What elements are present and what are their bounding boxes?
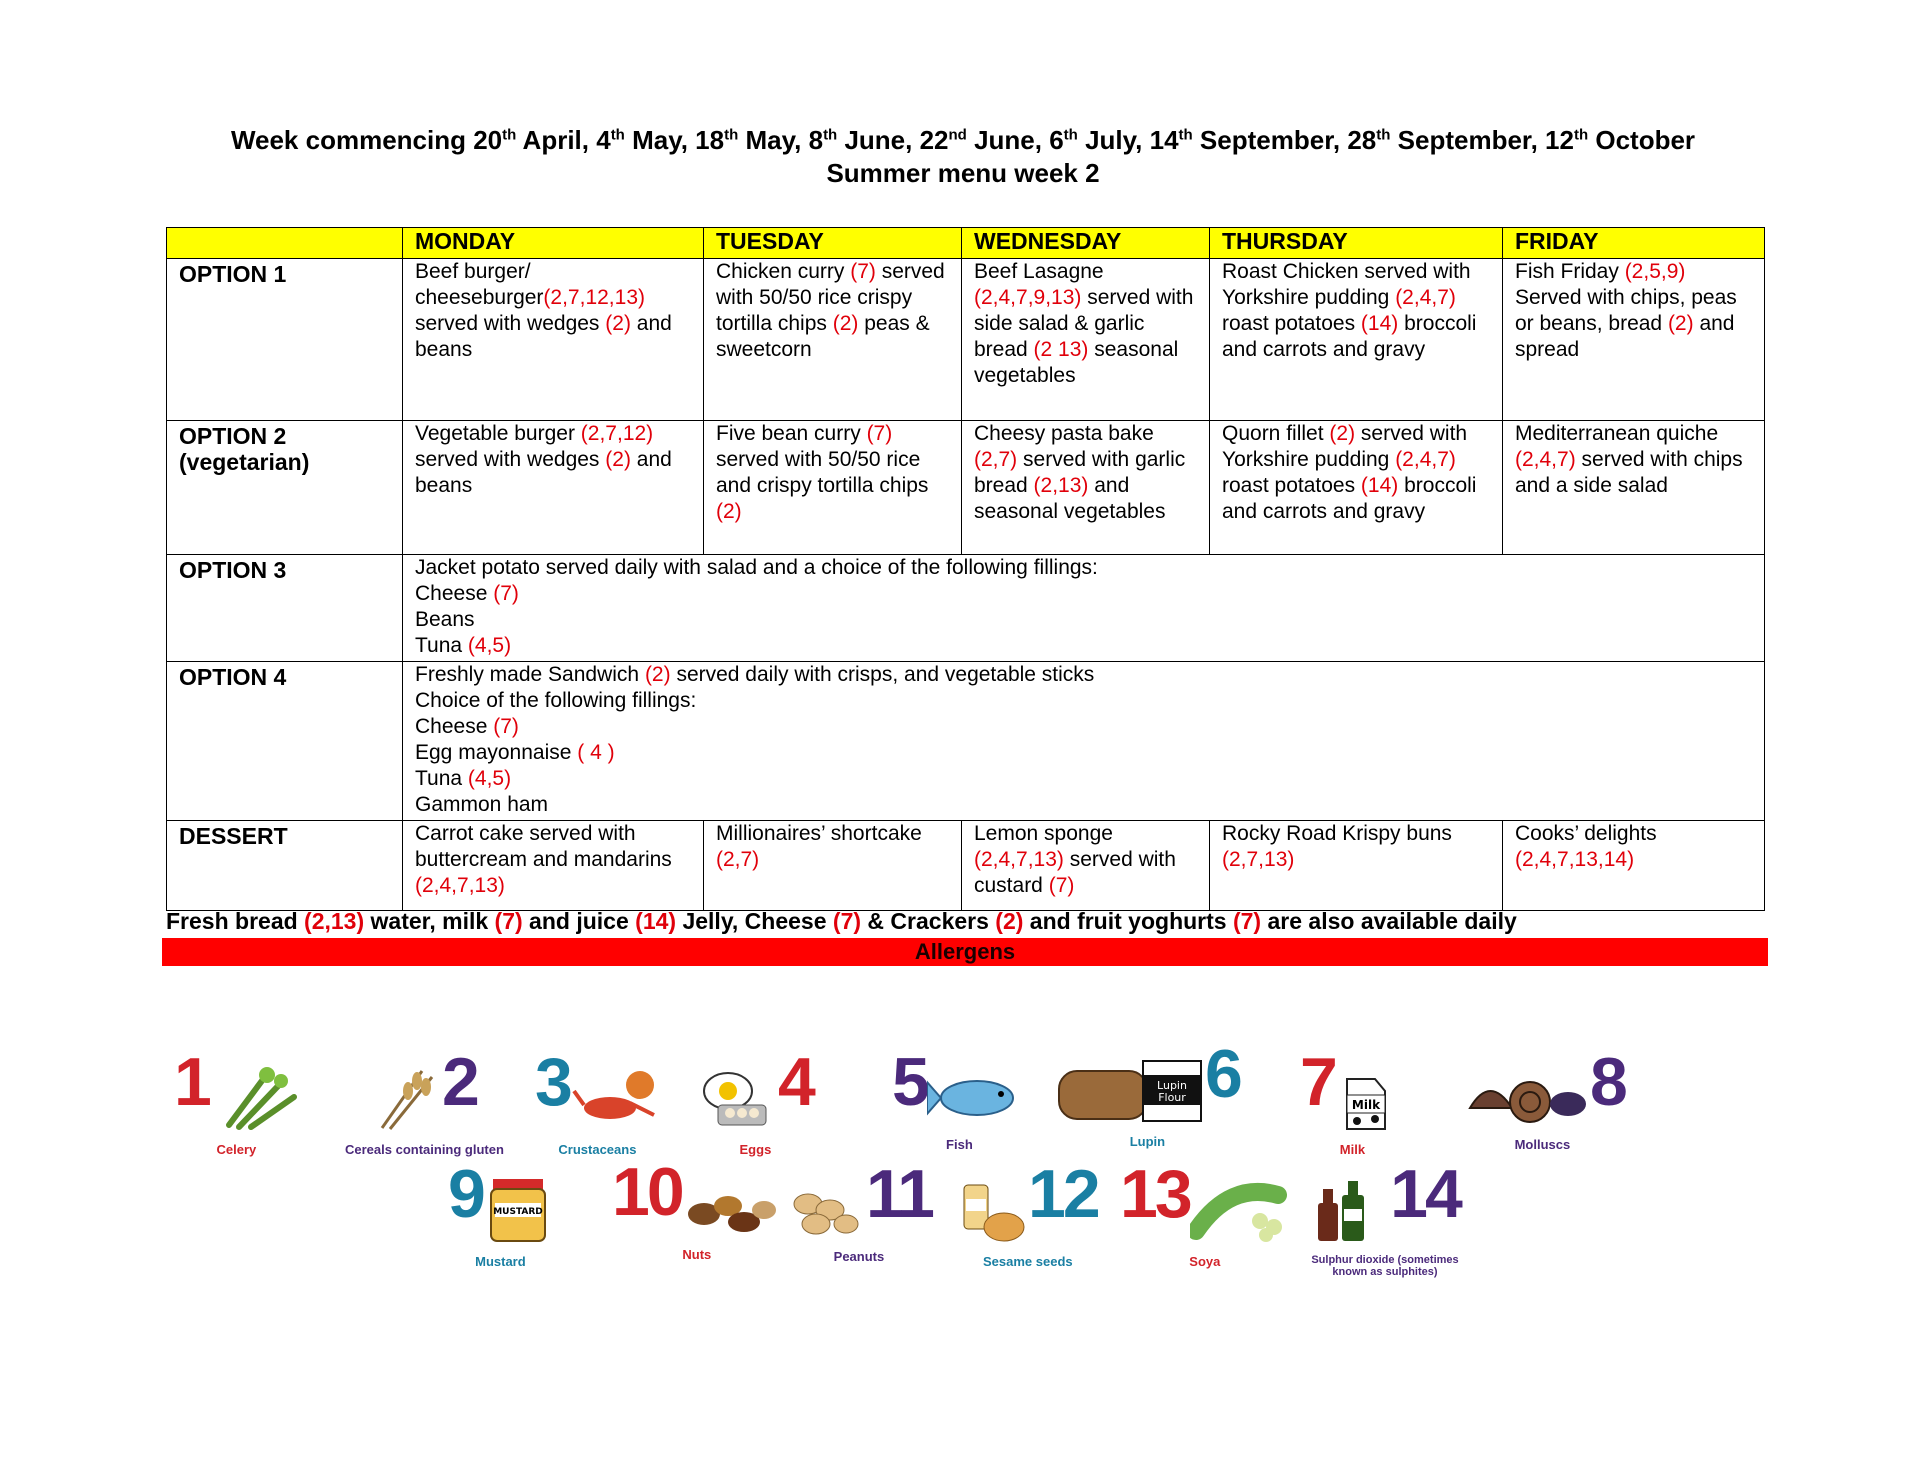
menu-cell (403, 421, 704, 555)
dish-text: Carrot cake served with buttercream and mandarins (415, 822, 672, 871)
dish-text: served with 50/50 rice and crispy tortilla chips (716, 448, 929, 497)
allergen-label: Molluscs (1514, 1137, 1571, 1153)
eggs-icon (698, 1063, 778, 1138)
dish-text: Quorn fillet (1222, 422, 1330, 445)
dish-text: & Crackers (861, 908, 996, 934)
filling-name: Gammon ham (415, 793, 549, 816)
allergen-codes: (2,7) (716, 848, 760, 871)
menu-cell (1210, 821, 1503, 911)
dish-text: Chicken curry (716, 260, 851, 283)
allergen-item (535, 1044, 660, 1158)
menu-cell (704, 259, 962, 421)
dish-text: Cooks’ delights (1515, 822, 1657, 845)
dish-text: Mediterranean quiche (1515, 422, 1719, 445)
allergen-number: 5 (892, 1044, 927, 1120)
filling-name: Cheese (415, 715, 494, 738)
dish-text: Jelly, Cheese (676, 908, 833, 934)
allergen-label: Celery (216, 1142, 257, 1158)
allergen-codes: (2,7,13) (1222, 848, 1295, 871)
intro-text: Freshly made Sandwich (415, 663, 645, 686)
option-3-row (167, 555, 1765, 662)
allergen-codes: (2) (995, 908, 1024, 934)
allergen-item (612, 1154, 782, 1263)
heading-text: September, 12 (1390, 125, 1574, 155)
dish-text: Fish Friday (1515, 260, 1625, 283)
allergen-label: Eggs (739, 1142, 772, 1158)
dish-text: served with custard (974, 848, 1176, 897)
menu-cell (962, 421, 1210, 555)
menu-cell (962, 259, 1210, 421)
allergen-codes: (7) (866, 422, 893, 445)
menu-title: Summer menu week 2 (826, 158, 1100, 188)
allergen-number: 1 (174, 1044, 209, 1120)
dish-text: and beans (415, 312, 672, 361)
dessert-row (167, 821, 1765, 911)
filling-item (415, 581, 1753, 607)
heading-text: May, 18 (624, 125, 725, 155)
dish-text: Lemon sponge (974, 822, 1113, 845)
allergen-codes: (2) (1667, 312, 1694, 335)
dish-text: served with garlic bread (974, 448, 1186, 497)
menu-cell (1503, 259, 1765, 421)
allergen-codes: (2) (832, 312, 859, 335)
allergen-label: Nuts (682, 1247, 712, 1263)
dish-text: and beans (415, 448, 672, 497)
heading-text: May, 8 (738, 125, 824, 155)
allergen-item (448, 1156, 553, 1270)
option-intro (415, 662, 1753, 688)
filling-item (415, 633, 1753, 659)
mustard-icon (483, 1175, 553, 1250)
allergen-label: Cereals containing gluten (345, 1142, 504, 1158)
dish-text: Fresh bread (166, 908, 305, 934)
dish-text: Millionaires’ shortcake (716, 822, 922, 845)
menu-cell (403, 259, 704, 421)
allergen-codes: (2) (1329, 422, 1356, 445)
shells-icon (1460, 1068, 1590, 1133)
allergen-codes: (2) (605, 312, 631, 335)
allergen-number: 2 (442, 1044, 477, 1120)
dish-text: peas & sweetcorn (716, 312, 930, 361)
day-header: MONDAY (403, 228, 704, 259)
allergen-codes: (2) (644, 663, 671, 686)
soya-icon (1190, 1175, 1290, 1250)
allergen-codes: (14) (635, 908, 677, 934)
svg-text:Lupin: Lupin (1157, 1079, 1187, 1093)
allergen-number: 3 (535, 1044, 570, 1120)
menu-cell (403, 821, 704, 911)
daily-extras-line (166, 908, 1766, 935)
day-header-row (167, 228, 1765, 259)
option-label: OPTION 3 (167, 555, 403, 662)
allergen-number: 6 (1205, 1036, 1240, 1112)
menu-table (166, 227, 1765, 911)
allergen-codes: (2,4,7,13) (974, 848, 1064, 871)
dish-text: Cheesy pasta bake (974, 422, 1154, 445)
filling-item (415, 607, 1753, 633)
filling-item (415, 714, 1753, 740)
filling-item (415, 792, 1753, 818)
dish-text: served with chips and a side salad (1515, 448, 1743, 497)
ordinal-suffix: th (1376, 126, 1391, 144)
allergen-label: Sulphur dioxide (sometimes known as sulphites) (1311, 1254, 1459, 1279)
dish-text: Served with chips, peas or beans, bread (1515, 286, 1737, 335)
allergen-codes: (2,13) (304, 908, 365, 934)
menu-cell (1503, 821, 1765, 911)
allergen-label: Soya (1189, 1254, 1221, 1270)
option-4-cell (403, 662, 1765, 821)
menu-cell (704, 421, 962, 555)
allergen-item (1460, 1044, 1625, 1153)
option-label: DESSERT (167, 821, 403, 911)
allergen-codes: (2,7,12,13) (543, 286, 645, 309)
heading-text: July, 14 (1077, 125, 1179, 155)
sesame-icon (958, 1175, 1028, 1250)
dish-text: Beef Lasagne (974, 260, 1104, 283)
allergen-codes: (2,4,7,13,14) (1515, 848, 1635, 871)
option-3-cell (403, 555, 1765, 662)
intro-text: served daily with crisps, and vegetable sticks (670, 663, 1095, 686)
allergen-number: 14 (1390, 1156, 1460, 1232)
allergen-codes: (7) (493, 715, 519, 738)
ordinal-suffix: th (1573, 126, 1589, 144)
option-1-row (167, 259, 1765, 421)
option-4-row (167, 662, 1765, 821)
dish-text: roast potatoes (1222, 474, 1361, 497)
allergen-item (1295, 1156, 1475, 1279)
dish-text: roast potatoes (1222, 312, 1361, 335)
menu-cell (962, 821, 1210, 911)
ordinal-suffix: th (502, 126, 517, 144)
dish-text: and seasonal vegetables (974, 474, 1166, 523)
dish-text: served with wedges (415, 312, 606, 335)
dish-text: Roast Chicken served with Yorkshire pudding (1222, 260, 1471, 309)
filling-name: Tuna (415, 767, 468, 790)
allergen-label: Fish (946, 1137, 973, 1153)
dish-text: water, milk (364, 908, 495, 934)
allergen-label: Crustaceans (558, 1142, 637, 1158)
heading-text: April, 4 (516, 125, 611, 155)
allergen-number: 9 (448, 1156, 483, 1232)
menu-cell (1503, 421, 1765, 555)
allergen-label: Lupin (1129, 1134, 1166, 1150)
allergen-number: 12 (1028, 1156, 1098, 1232)
dish-text: Vegetable burger (415, 422, 581, 445)
header-blank (167, 228, 403, 259)
dish-text: broccoli and carrots and gravy (1222, 474, 1477, 523)
dish-text: served with wedges (415, 448, 606, 471)
allergen-codes: (2) (716, 500, 742, 523)
allergen-codes: (4,5) (467, 634, 512, 657)
peanuts-icon (786, 1180, 866, 1245)
allergen-number: 4 (778, 1044, 813, 1120)
dish-text: served with 50/50 rice crispy tortilla chips (716, 260, 945, 335)
allergen-number: 13 (1120, 1156, 1190, 1232)
allergens-banner: Allergens (162, 938, 1768, 966)
option-label-line: (vegetarian) (179, 449, 310, 475)
dish-text: are also available daily (1261, 908, 1517, 934)
allergen-item (892, 1044, 1027, 1153)
heading-text: Week commencing 20 (230, 125, 503, 155)
dish-text: seasonal vegetables (974, 338, 1179, 387)
allergen-codes: (14) (1360, 312, 1399, 335)
menu-cell (704, 821, 962, 911)
allergen-item (1300, 1044, 1405, 1158)
option-intro: Jacket potato served daily with salad and a choice of the following fillings: (415, 556, 1098, 579)
dish-text: and juice (522, 908, 636, 934)
ordinal-suffix: th (1178, 126, 1193, 144)
day-header: TUESDAY (704, 228, 962, 259)
filling-item (415, 740, 1753, 766)
svg-text:Flour: Flour (1158, 1091, 1186, 1105)
allergen-label: Milk (1339, 1142, 1366, 1158)
allergen-label: Sesame seeds (983, 1254, 1073, 1270)
heading-text: June, 22 (837, 125, 949, 155)
allergen-number: 8 (1590, 1044, 1625, 1120)
dish-text: served with side salad & garlic bread (974, 286, 1194, 361)
allergen-codes: (2,4,7,13) (415, 874, 505, 897)
dish-text: broccoli and carrots and gravy (1222, 312, 1477, 361)
allergen-codes: (7) (832, 908, 862, 934)
filling-name: Cheese (415, 582, 494, 605)
allergen-codes: (7) (494, 908, 523, 934)
allergen-codes: (7) (1048, 874, 1075, 897)
wheat-icon (372, 1063, 442, 1138)
filling-name: Beans (415, 608, 475, 631)
svg-text:MUSTARD: MUSTARD (493, 1207, 543, 1218)
lobster-icon (570, 1063, 660, 1138)
menu-heading (160, 124, 1766, 190)
allergen-codes: (2,5,9) (1624, 260, 1686, 283)
allergen-label: Mustard (475, 1254, 526, 1270)
allergen-codes: (4,5) (467, 767, 512, 790)
celery-icon (209, 1063, 299, 1138)
allergen-codes: (2,4,7) (1395, 286, 1456, 309)
filling-item (415, 766, 1753, 792)
day-header: WEDNESDAY (962, 228, 1210, 259)
dish-text: Beef burger/ cheeseburger (415, 260, 544, 309)
allergen-codes: (2 13) (1033, 338, 1089, 361)
option-2-row (167, 421, 1765, 555)
fish-icon (927, 1068, 1027, 1133)
option-label (167, 421, 403, 555)
option-label-line: OPTION 2 (179, 423, 287, 449)
choice-text: Choice of the following fillings: (415, 689, 697, 712)
allergen-codes: ( 4 ) (577, 741, 615, 764)
allergen-item (958, 1156, 1098, 1270)
ordinal-suffix: th (823, 126, 838, 144)
option-label: OPTION 1 (167, 259, 403, 421)
allergen-codes: (7) (1232, 908, 1262, 934)
allergen-item (786, 1156, 932, 1265)
allergen-codes: (2,4,7) (1515, 448, 1576, 471)
fillings-list (415, 581, 1753, 659)
ordinal-suffix: nd (948, 126, 967, 144)
menu-cell (1210, 421, 1503, 555)
day-header: FRIDAY (1503, 228, 1765, 259)
heading-text: September, 28 (1192, 125, 1377, 155)
week-commencing-line (160, 124, 1766, 157)
filling-name: Egg mayonnaise (415, 741, 578, 764)
heading-text: October (1588, 125, 1696, 155)
milk-icon (1335, 1063, 1405, 1138)
allergen-codes: (7) (850, 260, 876, 283)
filling-name: Tuna (415, 634, 468, 657)
dish-text: and fruit yoghurts (1023, 908, 1233, 934)
allergen-item (698, 1044, 813, 1158)
ordinal-suffix: th (610, 126, 625, 144)
allergen-codes: (2) (605, 448, 631, 471)
allergen-item (174, 1044, 299, 1158)
dish-text: Rocky Road Krispy buns (1222, 822, 1452, 845)
day-header: THURSDAY (1210, 228, 1503, 259)
ordinal-suffix: th (724, 126, 739, 144)
allergen-codes: (2,13) (1033, 474, 1089, 497)
allergen-label: Peanuts (833, 1249, 885, 1265)
menu-cell (1210, 259, 1503, 421)
dish-text: served with Yorkshire pudding (1222, 422, 1468, 471)
allergen-codes: (2,4,7) (1395, 448, 1456, 471)
allergen-number: 7 (1300, 1044, 1335, 1120)
allergen-codes: (14) (1360, 474, 1399, 497)
bottles-icon (1310, 1175, 1390, 1250)
heading-text: June, 6 (966, 125, 1064, 155)
ordinal-suffix: th (1063, 126, 1078, 144)
allergen-codes: (7) (493, 582, 519, 605)
option-label: OPTION 4 (167, 662, 403, 821)
allergen-codes: (2,7) (974, 448, 1018, 471)
dish-text: Five bean curry (716, 422, 867, 445)
allergen-number: 10 (612, 1154, 682, 1230)
fillings-list (415, 714, 1753, 818)
dish-text: and spread (1515, 312, 1735, 361)
svg-text:Milk: Milk (1351, 1098, 1380, 1113)
allergen-codes: (2,4,7,9,13) (974, 286, 1082, 309)
allergen-item (1120, 1156, 1290, 1270)
allergen-number: 11 (866, 1156, 932, 1232)
allergen-item (1055, 1036, 1240, 1150)
nuts-icon (682, 1178, 782, 1243)
allergen-item (345, 1044, 504, 1158)
lupin-flour-icon (1055, 1055, 1205, 1130)
allergen-codes: (2,7,12) (580, 422, 654, 445)
